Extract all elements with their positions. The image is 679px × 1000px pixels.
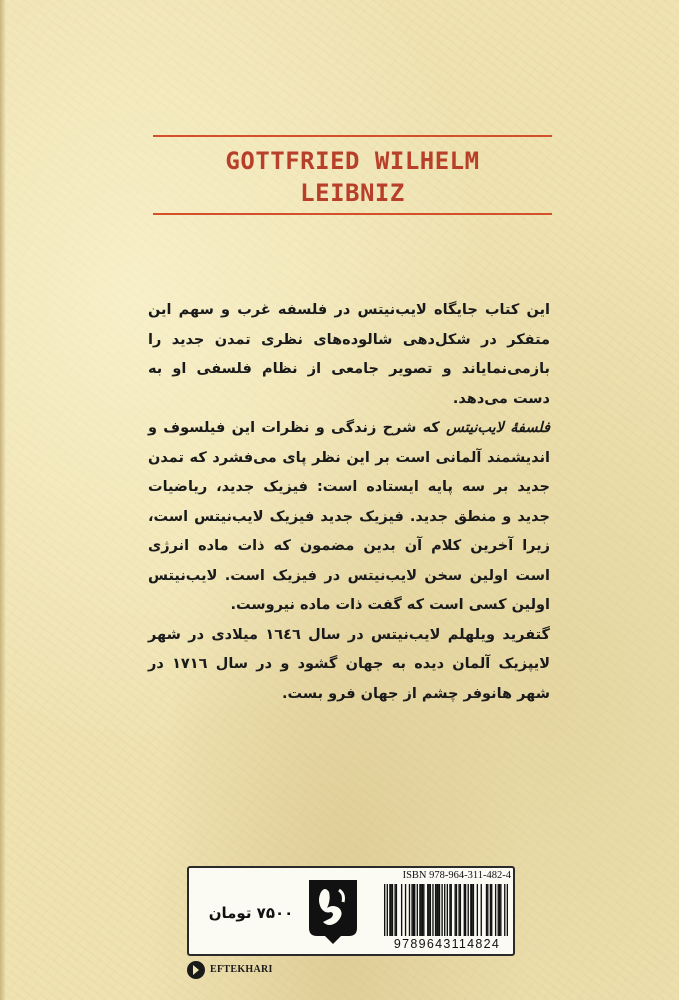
barcode-bar [456,884,457,936]
barcode-bar [394,884,395,936]
barcode-bar [500,884,501,936]
barcode-bar [491,884,492,936]
barcode-bar [435,884,436,936]
blurb-paragraph-1 [148,296,550,414]
barcode-bar [413,884,414,936]
barcode-bar [423,884,424,936]
barcode-bar [430,884,431,936]
barcode-bar [487,884,488,936]
barcode-bar [471,884,472,936]
barcode-bar [468,884,469,936]
barcode-bar [460,884,461,936]
barcode-bar [436,884,437,936]
barcode-bar [439,884,440,936]
barcode-bar [422,884,423,936]
barcode-bar [405,884,406,936]
barcode-bar [447,884,448,936]
barcode-bar [396,884,397,936]
barcode-bar [486,884,487,936]
blurb-book-name: فلسفهٔ لایب‌نیتس [446,420,550,436]
price-barcode-box [187,866,515,956]
barcode-bar [454,884,455,936]
barcode-bar [417,884,418,936]
book-title-line-1: GOTTFRIED WILHELM [225,147,480,175]
barcode-bar [427,884,428,936]
barcode-bar [473,884,474,936]
barcode-bar [392,884,393,936]
barcode-bar [441,884,442,936]
barcode-bar [481,884,482,936]
barcode-bar [499,884,500,936]
blurb [148,296,550,709]
barcode-digits: 9789643114824 [393,937,501,951]
barcode-bar [444,884,445,936]
blurb-paragraph-2 [148,414,550,621]
barcode-bar [458,884,459,936]
barcode [384,884,508,936]
barcode-bar [401,884,402,936]
publisher-logo-icon [305,878,361,946]
publisher-footer [186,960,306,982]
barcode-bar [389,884,390,936]
barcode-bar [387,884,388,936]
book-title-line-2: LEIBNIZ [300,179,405,207]
cover-edge-shadow [0,0,6,1000]
barcode-bar [414,884,415,936]
publisher-mark-icon [186,960,206,980]
barcode-bar [384,884,385,936]
barcode-bar [421,884,422,936]
barcode-bar [507,884,508,936]
book-title [153,145,552,209]
barcode-bar [432,884,433,936]
blurb-paragraph-3 [148,621,550,710]
price-label: ۷۵۰۰ تومان [208,904,294,922]
title-top-rule [153,135,552,137]
barcode-bar [495,884,496,936]
barcode-bar [428,884,429,936]
title-bottom-rule [153,213,552,215]
barcode-bar [438,884,439,936]
barcode-bar [449,884,450,936]
blurb-paragraph-3-text: گتفرید ویلهلم لایب‌نیتس در سال ۱٦٤٦ میلادی در شهر لایپزیک آلمان دیده به جهان گشود و در سال ۱۷۱٦ در شهر هانوفر چشم از جهان فرو بست. [148,626,550,702]
blurb-paragraph-1-text: این کتاب جایگاه لایب‌نیتس در فلسفه غرب و سهم این متفکر در شکل‌دهی شالوده‌های نظری تمدن جدید را بازمی‌نمایاند و تصویر جامعی از نظام فلسفی او به دست می‌دهد. [148,302,550,407]
barcode-bar [470,884,471,936]
barcode-bar [409,884,410,936]
blurb-paragraph-2-text: که شرح زندگی و نظرات این فیلسوف و اندیشمند آلمانی است بر این نظر پای می‌فشرد که تمدن جدید بر سه پایه ایستاده است: فیزیک جدید، ریاضیات جدید و منطق جدید. فیزیک جدید فیزیک لایب‌نیتس است، زیرا آخرین کلام آن بدین مضمون که ذات ماده انرژی است اولین سخن لایب‌نیتس در فیزیک است. لایب‌نیتس اولین کسی است که گفت ذات ماده نیروست. [148,420,550,613]
publisher-name: EFTEKHARI [210,964,273,975]
barcode-bar [490,884,491,936]
barcode-bar [504,884,505,936]
barcode-bar [477,884,478,936]
barcode-bar [419,884,420,936]
barcode-bar [464,884,465,936]
barcode-bar [498,884,499,936]
barcode-bar [465,884,466,936]
barcode-bar [391,884,392,936]
barcode-bar [411,884,412,936]
barcode-bar [451,884,452,936]
isbn-label: ISBN 978-964-311-482-4 [402,870,511,881]
